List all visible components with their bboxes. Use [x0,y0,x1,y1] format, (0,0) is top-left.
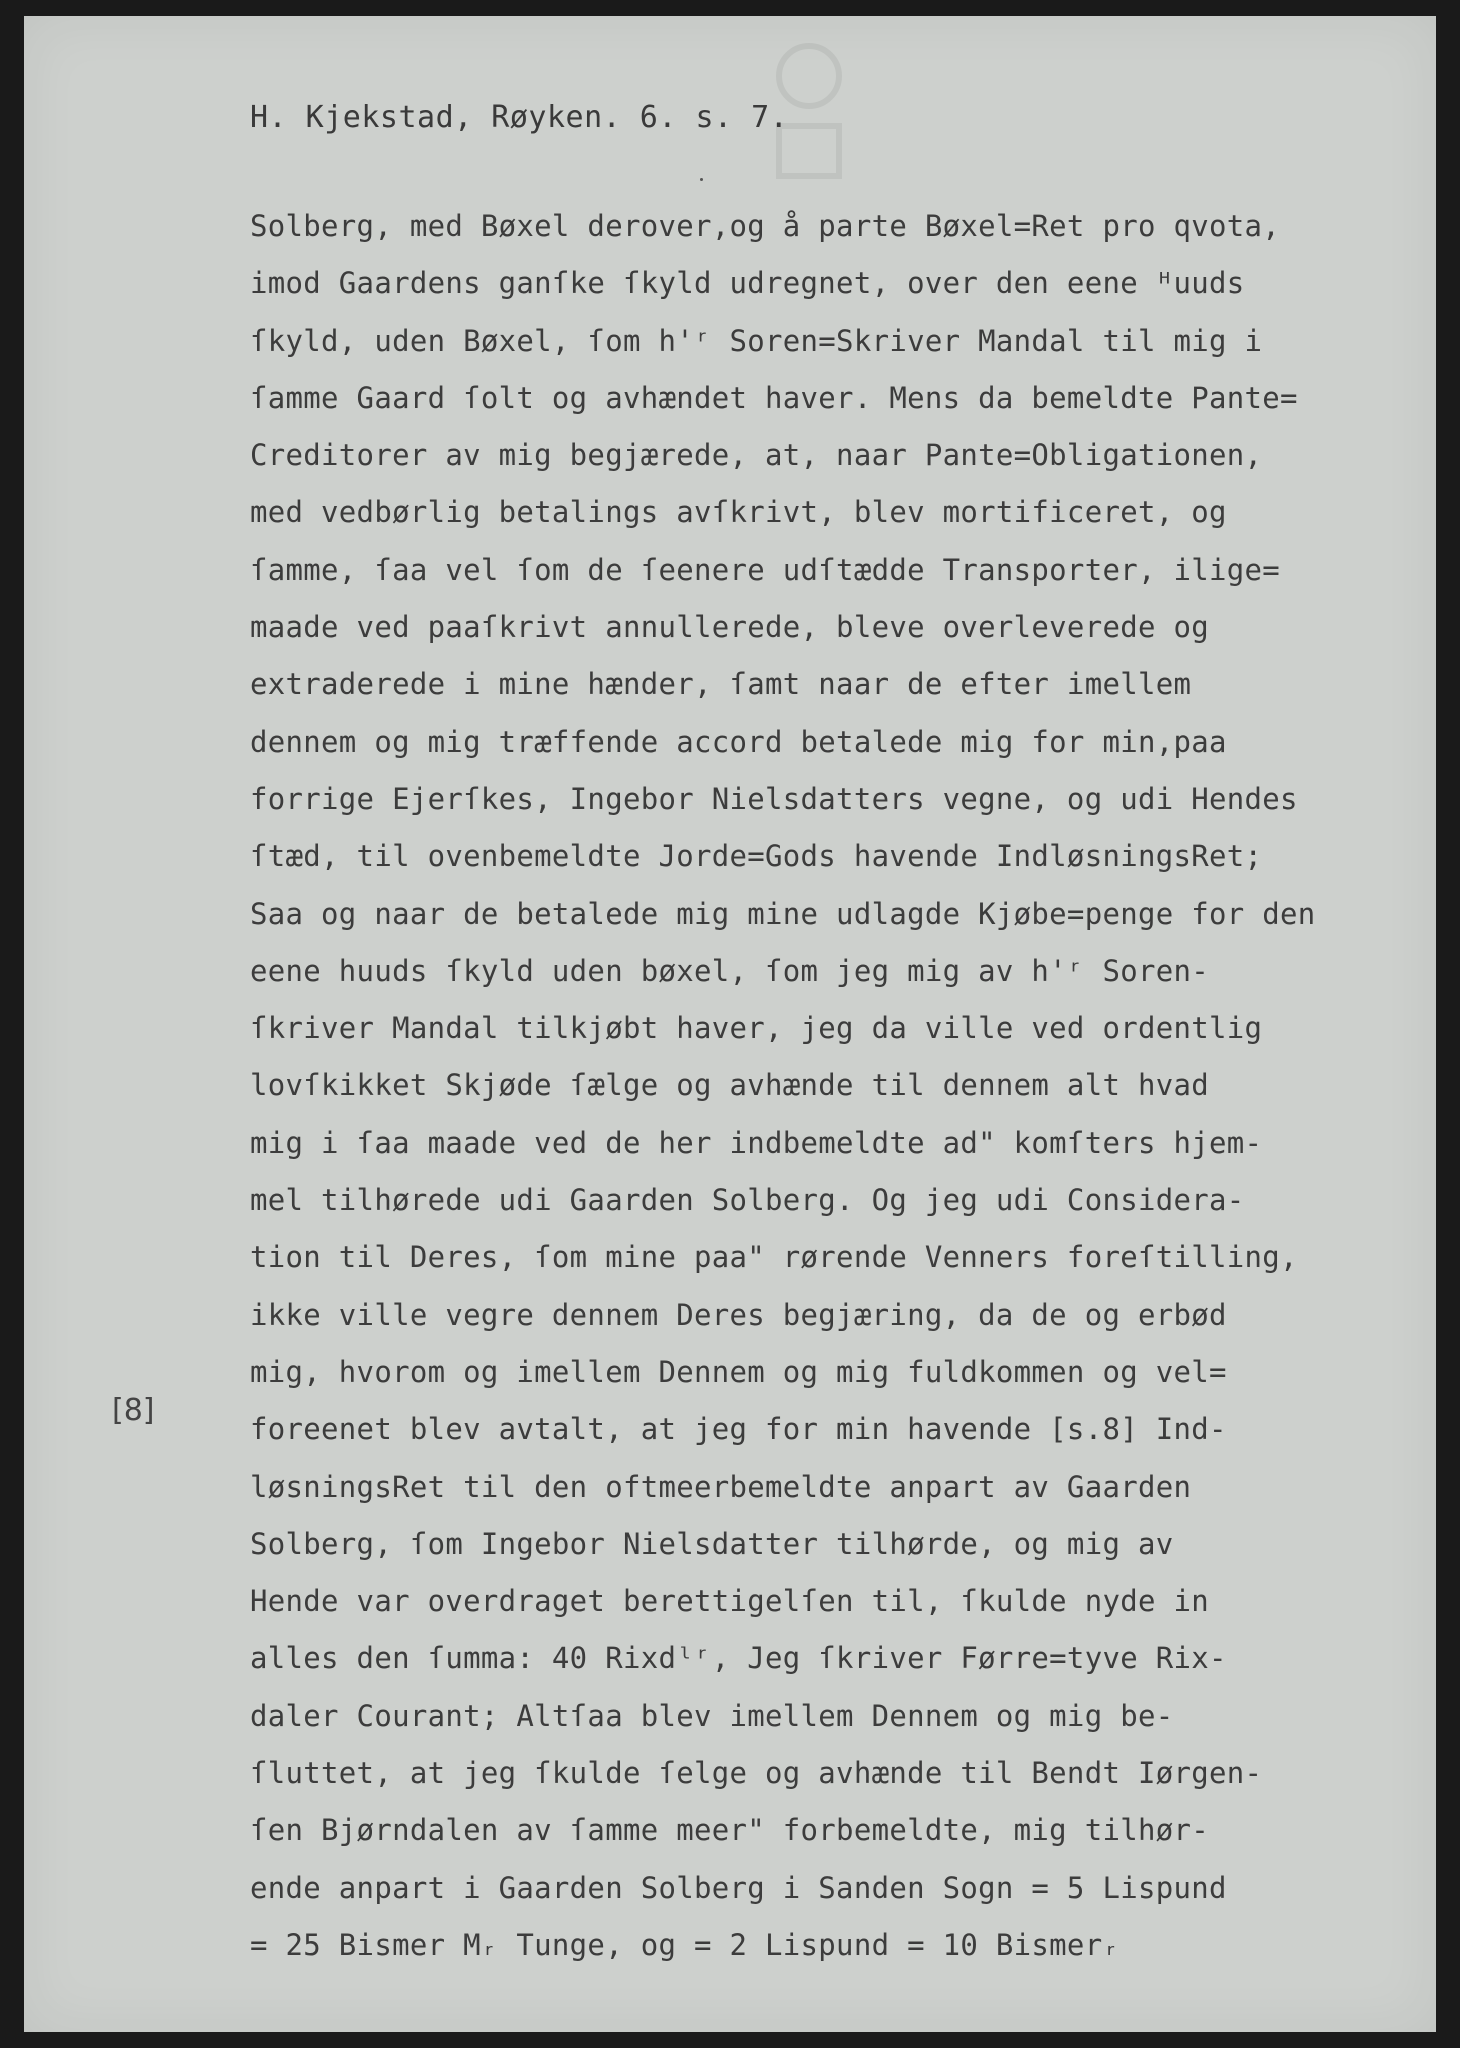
text-line: foreenet blev avtalt, at jeg for min havende [s.8] Ind- [250,1412,1227,1447]
text-line: eene huuds ſkyld uden bøxel, ſom jeg mig av h'ʳ Soren- [250,953,1210,988]
document-header: H. Kjekstad, Røyken. 6. s. 7. [250,100,789,135]
text-line: ſamme Gaard ſolt og avhændet haver. Mens da bemeldte Pante= [250,380,1298,415]
text-line: mig, hvorom og imellem Dennem og mig fuldkommen og vel= [250,1354,1227,1389]
text-line: lovſkikket Skjøde ſælge og avhænde til dennem alt hvad [250,1068,1210,1103]
text-line: mig i ſaa maade ved de her indbemeldte ad" komſters hjem- [250,1125,1263,1160]
text-line: med vedbørlig betalings avſkrivt, blev mortificeret, og [250,495,1227,530]
text-line: ikke ville vegre dennem Deres begjæring, da de og erbød [250,1297,1227,1332]
text-line: Solberg, med Bøxel derover,og å parte Bøxel=Ret pro qvota, [250,209,1281,243]
text-line: imod Gaardens ganſke ſkyld udregnet, over den eene ᴴuuds [250,266,1245,301]
text-line: maade ved paaſkrivt annullerede, bleve overleverede og [250,610,1210,645]
text-line: ſkyld, uden Bøxel, ſom h'ʳ Soren=Skriver Mandal til mig i [250,323,1263,358]
document-body [250,198,1316,1974]
text-line: ende anpart i Gaarden Solberg i Sanden Sogn = 5 Lispund [250,1870,1227,1905]
text-line: = 25 Bismer Mᵣ Tunge, og = 2 Lispund = 10 Bismerᵣ [250,1927,1121,1962]
text-line: ſtæd, til ovenbemeldte Jorde=Gods havende IndløsningsRet; [250,839,1263,874]
text-line: mel tilhørede udi Gaarden Solberg. Og jeg udi Considera- [250,1183,1245,1218]
text-line: Saa og naar de betalede mig mine udlagde Kjøbe=penge for den [250,896,1316,931]
ink-speck [700,178,703,181]
text-line: alles den ſumma: 40 Rixdˡʳ, Jeg ſkriver Førre=tyve Rix- [250,1641,1227,1676]
text-line: Solberg, ſom Ingebor Nielsdatter tilhørde, og mig av [250,1526,1174,1561]
text-line: dennem og mig træffende accord betalede mig for min,paa [250,724,1227,759]
text-line: ſluttet, at jeg ſkulde ſelge og avhænde til Bendt Iørgen- [250,1756,1263,1791]
page-marker: [8] [112,1393,155,1428]
text-line: ſamme, ſaa vel ſom de ſeenere udſtædde Transporter, ilige= [250,552,1281,587]
text-line: ſkriver Mandal tilkjøbt haver, jeg da ville ved ordentlig [250,1011,1263,1046]
text-line: forrige Ejerſkes, Ingebor Nielsdatters vegne, og udi Hendes [250,781,1298,816]
text-line: daler Courant; Altſaa blev imellem Dennem og mig be- [250,1698,1174,1733]
text-line: Creditorer av mig begjærede, at, naar Pante=Obligationen, [250,438,1263,473]
text-line: ſen Bjørndalen av ſamme meer" forbemeldte, mig tilhør- [250,1813,1210,1848]
text-line: løsningsRet til den oftmeerbemeldte anpart av Gaarden [250,1469,1192,1504]
text-line: Hende var overdraget berettigelſen til, ſkulde nyde in [250,1584,1210,1619]
text-line: extraderede i mine hænder, ſamt naar de efter imellem [250,667,1192,702]
text-line: tion til Deres, ſom mine paa" rørende Venners foreſtilling, [250,1240,1298,1275]
